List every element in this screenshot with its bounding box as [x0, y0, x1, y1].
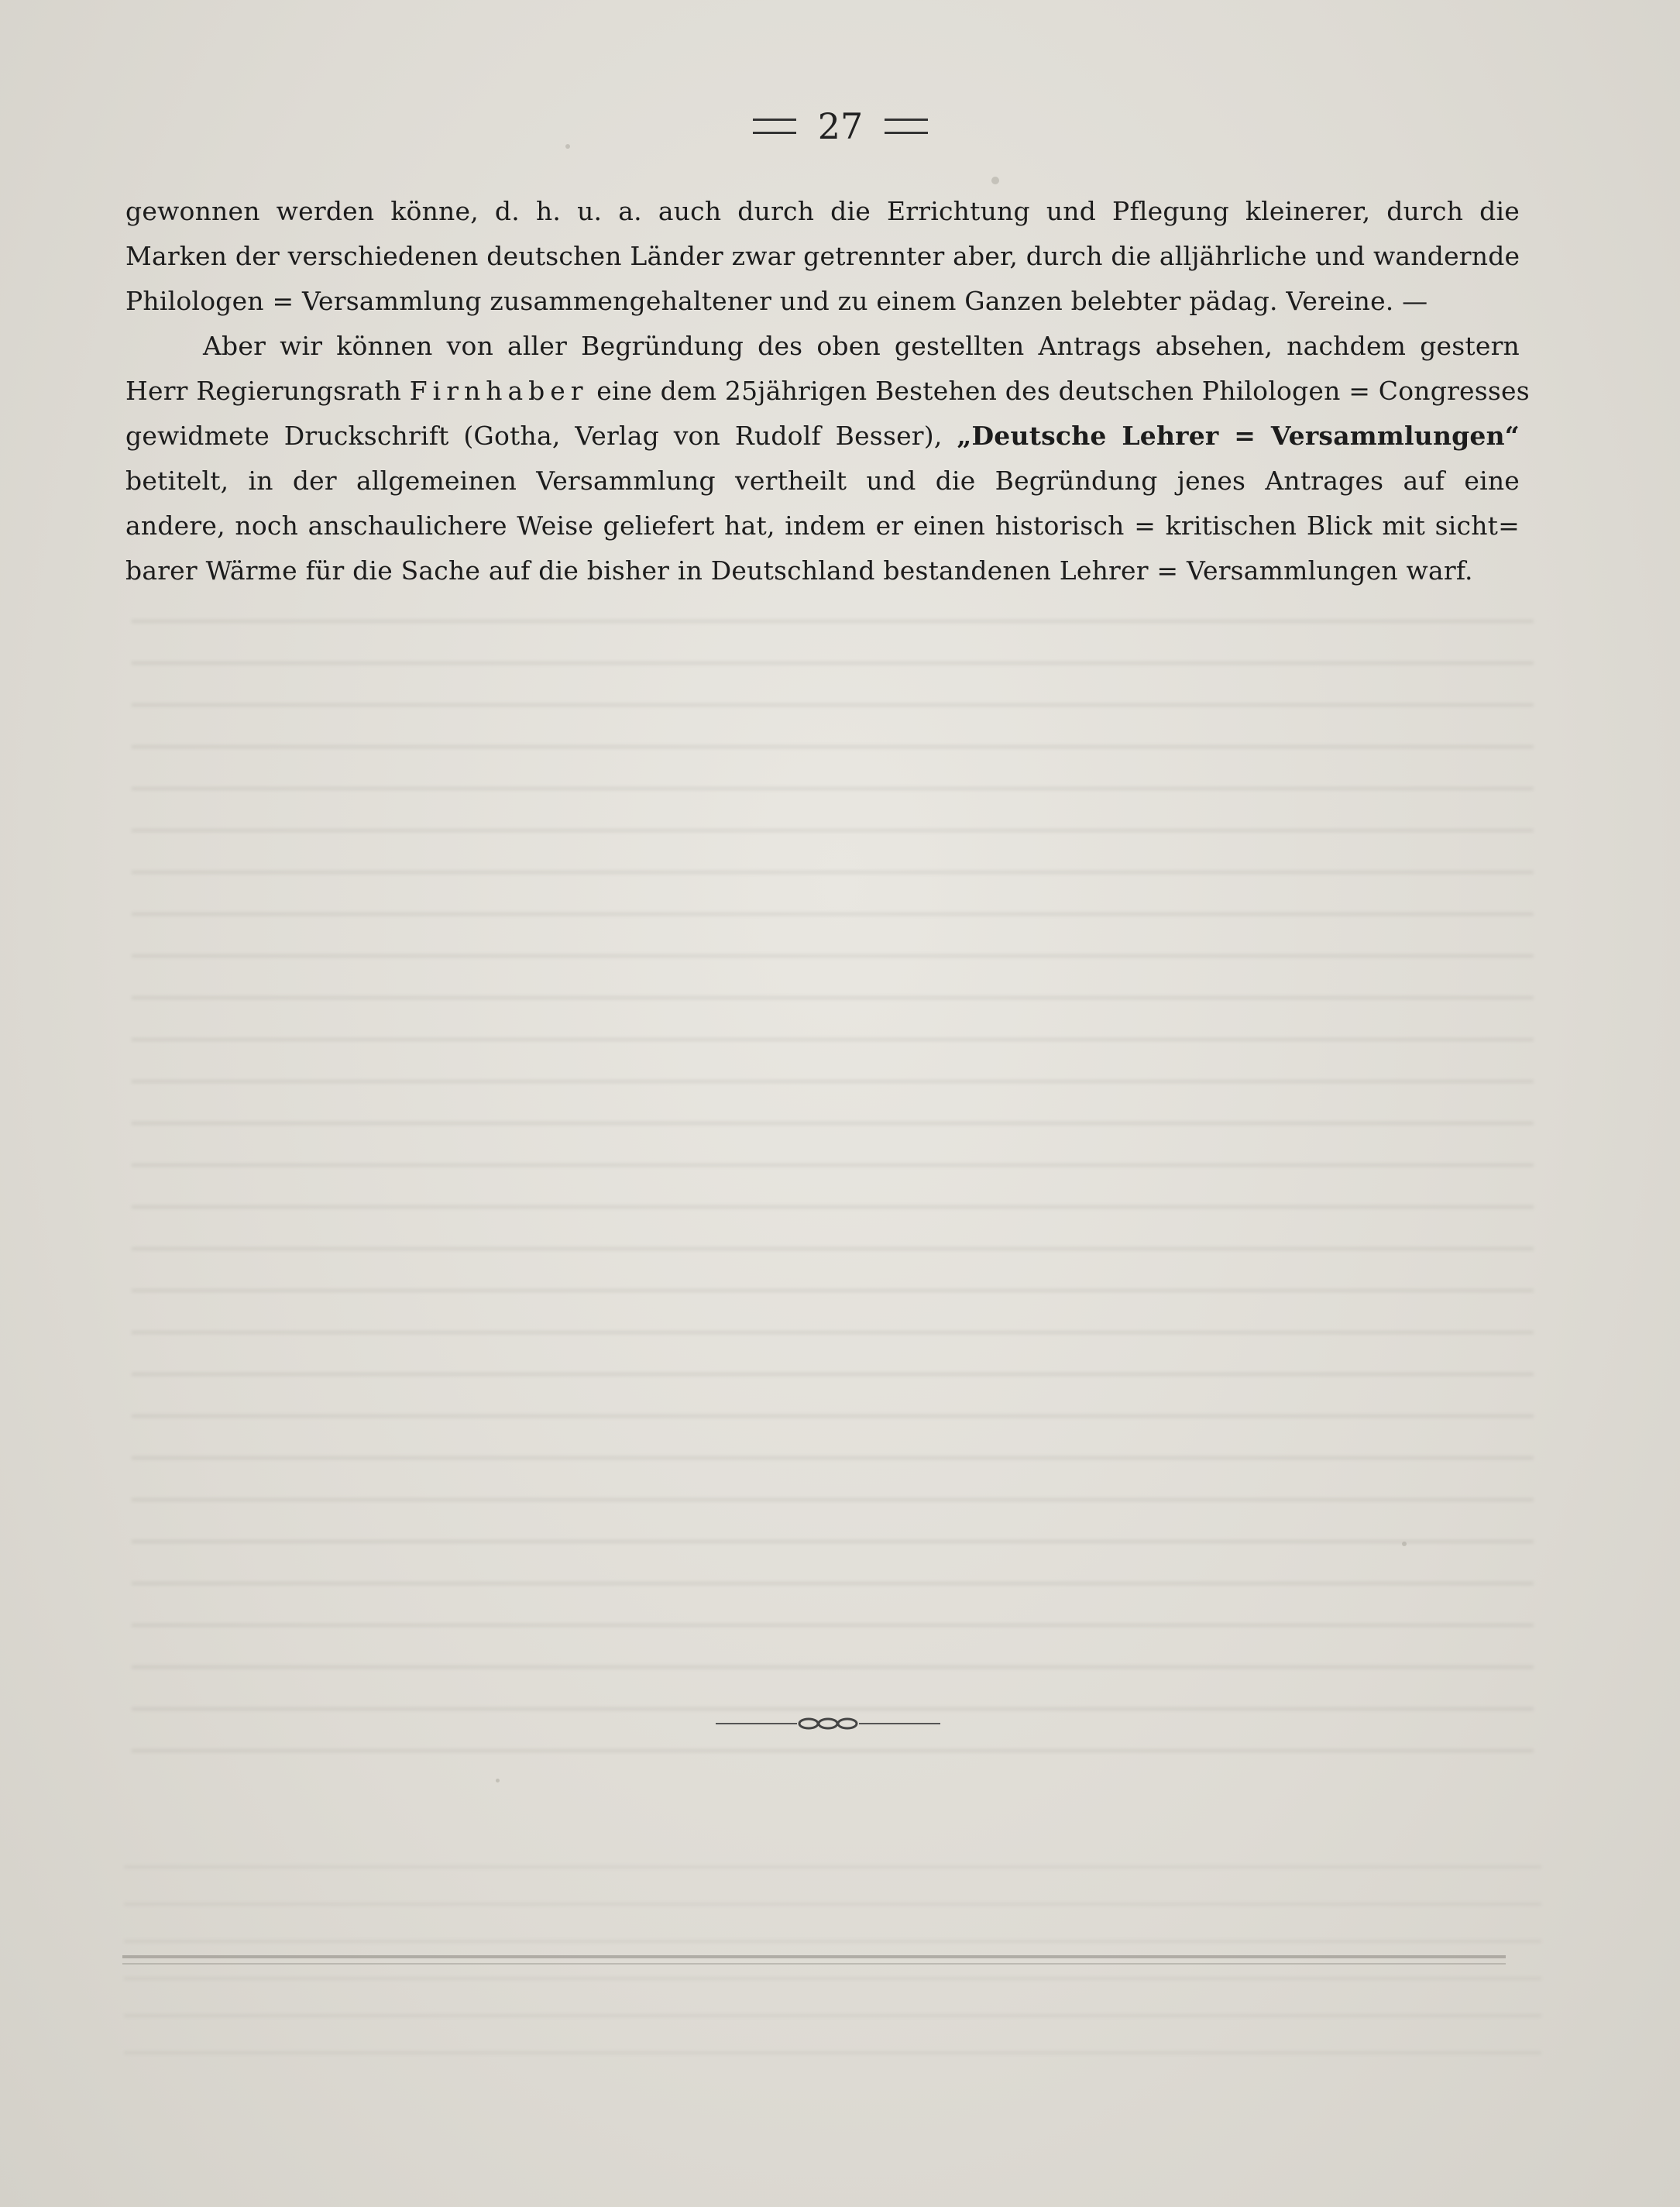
text-line-3: Philologen = Versammlung zusammengehaltener und zu einem Ganzen belebter pädag. Vereine. —: [125, 286, 1428, 316]
book-title: „Deutsche Lehrer = Versammlungen“: [957, 421, 1520, 451]
text-line-4: Aber wir können von aller Begründung des oben gestellten Antrags absehen, nachdem gestern: [203, 331, 1520, 361]
page-number: 27: [817, 105, 864, 147]
ornamental-divider: [716, 1712, 940, 1735]
bleed-through-texture: [132, 596, 1534, 1789]
bleed-through-texture-lower: [124, 1844, 1541, 2076]
text-line-6-start: gewidmete Druckschrift (Gotha, Verlag von Rudolf Besser),: [125, 421, 943, 451]
text-line-5-end: eine dem 25jährigen Bestehen des deutschen Philologen = Congresses: [596, 376, 1530, 406]
text-line-8: andere, noch anschaulichere Weise geliefert hat, indem er einen historisch = kritischen Blick mit sicht=: [125, 510, 1520, 541]
ink-speck: [1402, 1542, 1407, 1546]
ink-speck: [991, 177, 999, 184]
page-number-header: [728, 99, 953, 153]
text-line-5-start: Herr Regierungsrath: [125, 376, 402, 406]
left-dash-ornament: [753, 119, 796, 134]
ink-speck: [496, 1779, 500, 1782]
text-line-2: Marken der verschiedenen deutschen Länder zwar getrennter aber, durch die alljährliche und wandernde: [125, 241, 1520, 271]
text-line-7: betitelt, in der allgemeinen Versammlung vertheilt und die Begründung jenes Antrages auf eine: [125, 466, 1520, 496]
right-dash-ornament: [885, 119, 928, 134]
bottom-rule-thin: [122, 1963, 1506, 1965]
ornament-divider-icon: [716, 1712, 940, 1735]
person-name-firnhaber: Firnhaber: [409, 376, 589, 406]
text-line-5: [125, 369, 1530, 414]
ink-speck: [565, 144, 570, 149]
text-line-9: barer Wärme für die Sache auf die bisher in Deutschland bestandenen Lehrer = Versammlungen warf.: [125, 555, 1473, 586]
text-line-6: [125, 414, 1520, 459]
bottom-rule: [122, 1955, 1506, 1958]
text-line-1: gewonnen werden könne, d. h. u. a. auch durch die Errichtung und Pflegung kleinerer, durch die: [125, 196, 1520, 226]
body-text: [125, 189, 1530, 593]
